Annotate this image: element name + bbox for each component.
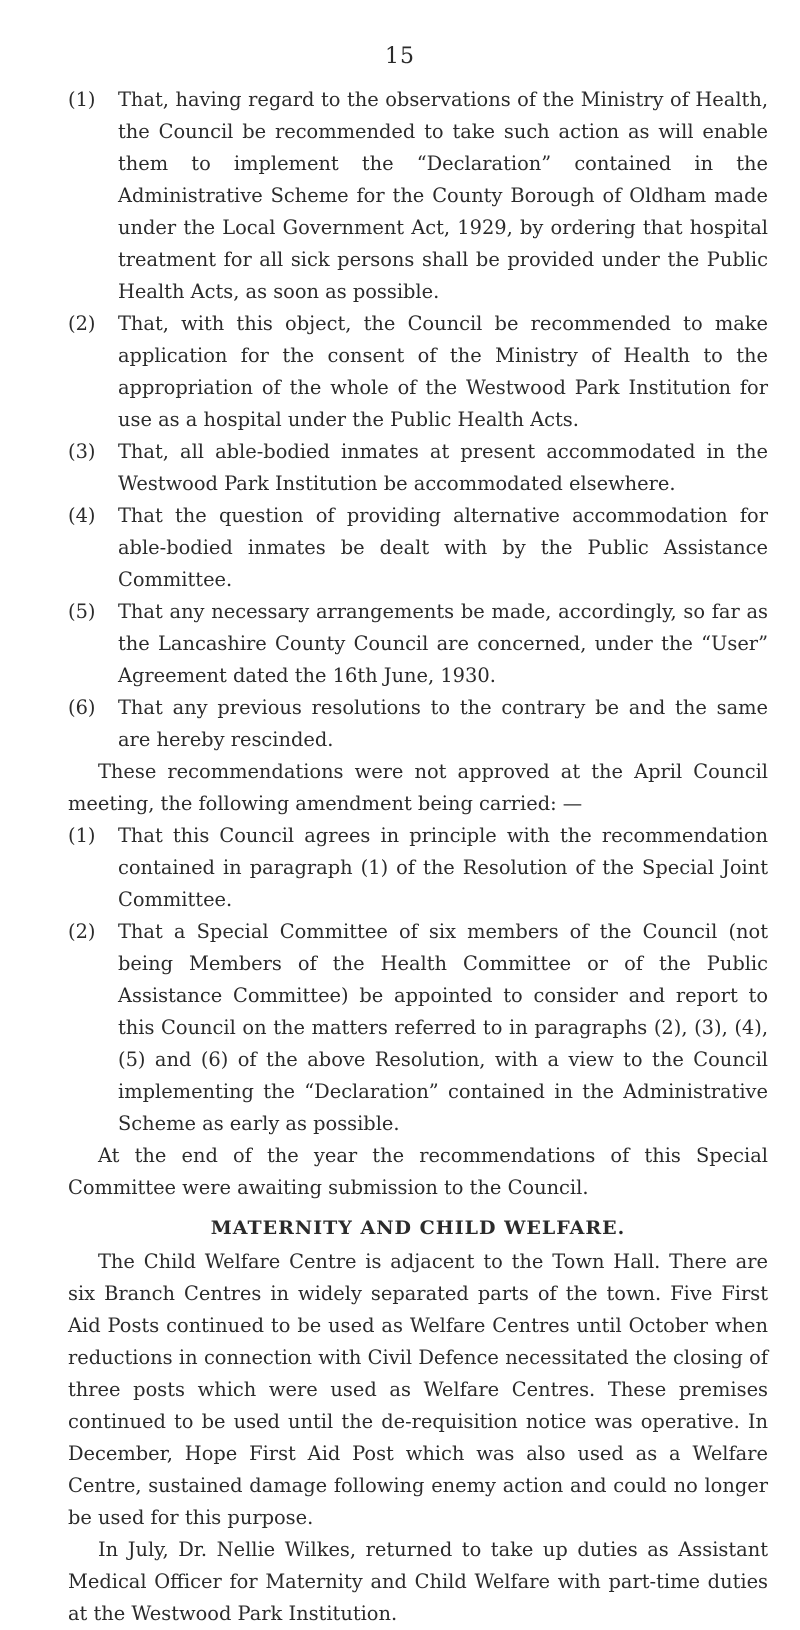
recommendation-item <box>68 596 768 692</box>
item-number: (4) <box>68 504 96 527</box>
section-paragraph: The Child Welfare Centre is adjacent to the Town Hall. There are six Branch Centres in widely separated parts of the town. Five First Aid Posts continued to be used as Welfare Centres until October when reductions in connection with Civil Defence necessitated the closing of three posts which were used as Welfare Centres. These premises continued to be used until the de-requisition notice was operative. In December, Hope First Aid Post which was also used as a Welfare Centre, sustained damage following enemy action and could no longer be used for this purpose. <box>68 1250 768 1529</box>
item-number: (3) <box>68 440 96 463</box>
page-number: 15 <box>385 44 415 69</box>
recommendations-list <box>68 84 768 756</box>
item-text: That any previous resolutions to the contrary be and the same are hereby rescinded. <box>118 696 768 751</box>
item-text: That, having regard to the observations of the Ministry of Health, the Council be recommended to take such action as will enable them to implement the “Declaration” contained in the Administrative Scheme for the County Borough of Oldham made under the Local Government Act, 1929, by ordering that hospital treatment for all sick persons shall be provided under the Public Health Acts, as soon as possible. <box>118 88 768 303</box>
amendment-item <box>68 820 768 916</box>
item-text: That this Council agrees in principle with the recommendation contained in paragraph (1) of the Resolution of the Special Joint Committee. <box>118 824 768 911</box>
body-text <box>68 84 768 1630</box>
item-number: (1) <box>68 88 96 111</box>
amendment-list <box>68 820 768 1140</box>
item-text: That, with this object, the Council be recommended to make application for the consent of the Ministry of Health to the appropriation of the whole of the Westwood Park Institution for use as a hospital under the Public Health Acts. <box>118 312 768 431</box>
recommendation-item <box>68 500 768 596</box>
item-number: (1) <box>68 824 96 847</box>
section-heading: MATERNITY AND CHILD WELFARE. <box>210 1217 626 1239</box>
intro-paragraph: These recommendations were not approved at the April Council meeting, the following amendment being carried: — <box>68 760 768 815</box>
recommendation-item <box>68 84 768 308</box>
recommendation-item <box>68 436 768 500</box>
item-number: (5) <box>68 600 96 623</box>
item-number: (2) <box>68 920 96 943</box>
item-text: That a Special Committee of six members of the Council (not being Members of the Health Committee or of the Public Assistance Committee) be appointed to consider and report to this Council on the matters referred to in paragraphs (2), (3), (4), (5) and (6) of the above Resolution, with a view to the Council implementing the “Declaration” contained in the Administrative Scheme as early as possible. <box>118 920 768 1135</box>
item-number: (6) <box>68 696 96 719</box>
closing-paragraph: At the end of the year the recommendations of this Special Committee were awaiting submission to the Council. <box>68 1144 768 1199</box>
recommendation-item <box>68 308 768 436</box>
item-text: That, all able-bodied inmates at present accommodated in the Westwood Park Institution be accommodated elsewhere. <box>118 440 768 495</box>
amendment-item <box>68 916 768 1140</box>
section-paragraph: In July, Dr. Nellie Wilkes, returned to take up duties as Assistant Medical Officer for Maternity and Child Welfare with part-time duties at the Westwood Park Institution. <box>68 1538 768 1625</box>
recommendation-item <box>68 692 768 756</box>
item-number: (2) <box>68 312 96 335</box>
item-text: That the question of providing alternative accommodation for able-bodied inmates be dealt with by the Public Assistance Committee. <box>118 504 768 591</box>
item-text: That any necessary arrangements be made, accordingly, so far as the Lancashire County Council are concerned, under the “User” Agreement dated the 16th June, 1930. <box>118 600 768 687</box>
